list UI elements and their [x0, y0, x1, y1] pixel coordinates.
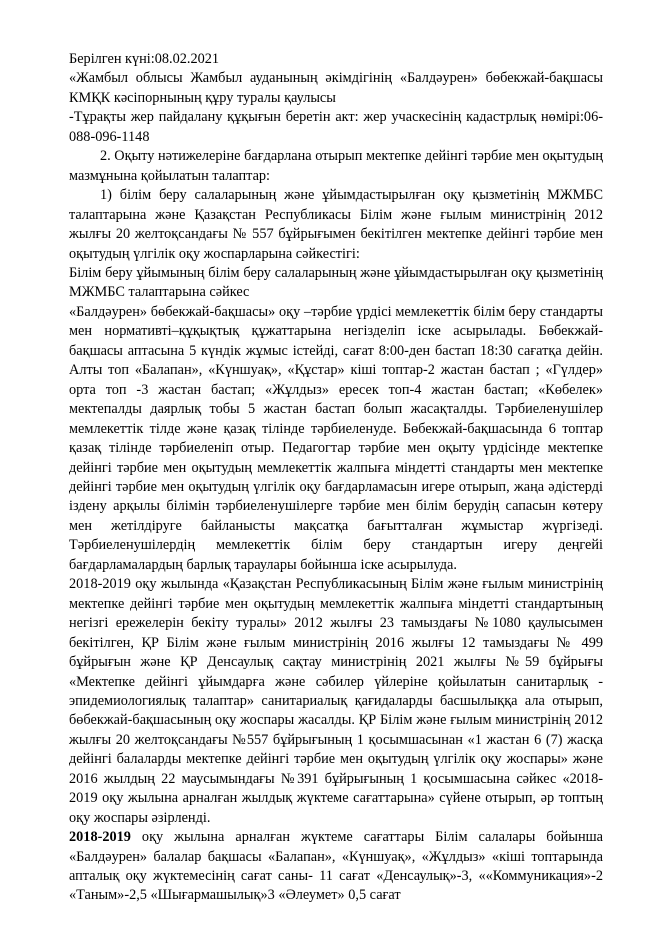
- workload-text: оқу жылына арналған жүктеме сағаттары Білім салалары бойынша «Балдәурен» балалар бақшасы «Балапан», «Күншуақ», «Жұлдыз» «кіші топтарында апталық оқу жүктемесінің сағат саны- 11 сағат «Денсаулық»-3, ««Коммуникация»-2 «Таным»-2,5 «Шығармашылық»3 «Әлеумет» 0,5 сағат: [69, 829, 603, 904]
- document-page: [69, 50, 603, 906]
- date-line: Берілген күні:08.02.2021: [69, 51, 220, 67]
- subheading: Білім беру ұйымының білім беру салаларының және ұйымдастырылған оқу қызметінің МЖМБС талаптарына сәйкес: [69, 264, 603, 301]
- requirement-item-1: 1) білім беру салаларының және ұйымдастырылған оқу қызметінің МЖМБС талаптарына және Қазақстан Республикасы Білім және ғылым министрінің 2012 жылғы 20 желтоқсандағы № 557 бұйрығымен бекітілген мектепке дейінгі тәрбие мен оқытудың үлгілік оқу жоспарларына сәйкестігі:: [69, 187, 603, 262]
- paragraph-workload-hours: [69, 828, 603, 906]
- school-year-bold: 2018-2019: [69, 829, 131, 846]
- decree-title: «Жамбыл облысы Жамбыл ауданының әкімдігінің «Балдәурен» бөбекжай-бақшасы КМҚК кәсіпорнының құру туралы қаулысы: [69, 70, 603, 106]
- land-act-line: -Тұрақты жер пайдалану құқығын беретін акт: жер учаскесінің кадастрлық нөмірі:06-088-096-1148: [69, 109, 603, 145]
- paragraph-kindergarten-overview: «Балдәурен» бөбекжай-бақшасы» оқу –тәрбие үрдісі мемлекеттік білім беру стандарты мен нормативті–құқықтық құжаттарына негізделіп іске асырылады. Бөбекжай-бақшасы аптасына 5 күндік жұмыс істейді, сағат 8:00-ден бастап 18:30 сағатқа дейін. Алты топ «Балапан», «Күншуақ», «Құстар» кіші топтар-2 жастан бастап ; «Гүлдер» орта топ -3 жастан бастап; «Жұлдыз» ересек топ-4 жастан бастап; «Көбелек» мектепалды даярлық тобы 5 жастан бастап болып жасақталды. Тәрбиеленушілер мемлекеттік тілде және қазақ тілінде тәрбиеленуде. Бөбекжай-бақшасында 6 топтар қазақ тілінде тәрбиеленіп отыр. Педагогтар тәрбие мен оқыту үрдісінде мектепке дейінгі тәрбие мен оқытудың мемлекеттік жалпыға міндетті стандарты мен мектепке дейінгі тәрбие мен оқытудың үлгілік оқу бағдарламасын игере отырып, жаңа әдістерді іздену арқылы білімін тәрбиеленушілерге тәрбие мен білім берудің сапасын көтеру мен жетілдіруге байланысты мақсатқа бағытталған жұмыстар жүргізеді. Тәрбиеленушілердің мемлекеттік білім беру стандартын игеру деңгейі бағдарламалардың барлық тараулары бойынша іске асырылуда.: [69, 303, 603, 573]
- paragraph-curriculum-basis: 2018-2019 оқу жылында «Қазақстан Республикасының Білім және ғылым министрінің мектепке дейінгі тәрбие мен оқытудың мемлекеттік жалпыға міндетті стандартының негізгі ережелерін бекіту туралы» 2012 жылғы 23 тамыздағы №1080 қаулысымен бекітілген, ҚР Білім және ғылым министрінің 2016 жылғы 12 тамыздағы № 499 бұйрығын және ҚР Денсаулық сақтау министрінің 2021 жылғы №59 бұйрығы «Мектепке дейінгі ұйымдарға және сәбилер үйлеріне қойылатын санитарлық - эпидемиологиялық талаптар» санитариалық қағидаларды басшылыққа ала отырып, бөбекжай-бақшасының оқу жоспары жасалды. ҚР Білім және ғылым министрінің 2012 жылғы 20 желтоқсандағы №557 бұйрығының 1 қосымшасынан «1 жастан 6 (7) жасқа дейінгі балаларды мектепке дейінгі тәрбие мен оқытудың үлгілік оқу жоспары» және 2016 жылдың 22 маусымындағы №391 бұйрығының 1 қосымшасына сәйкес «2018-2019 оқу жылына арналған жылдық жүктеме сағаттарына» сүйене отырып, әр топтың оқу жоспары әзірленді.: [69, 576, 603, 826]
- section-heading: 2. Оқыту нәтижелеріне бағдарлана отырып мектепке дейінгі тәрбие мен оқытудың мазмұнына қойылатын талаптар:: [69, 148, 603, 184]
